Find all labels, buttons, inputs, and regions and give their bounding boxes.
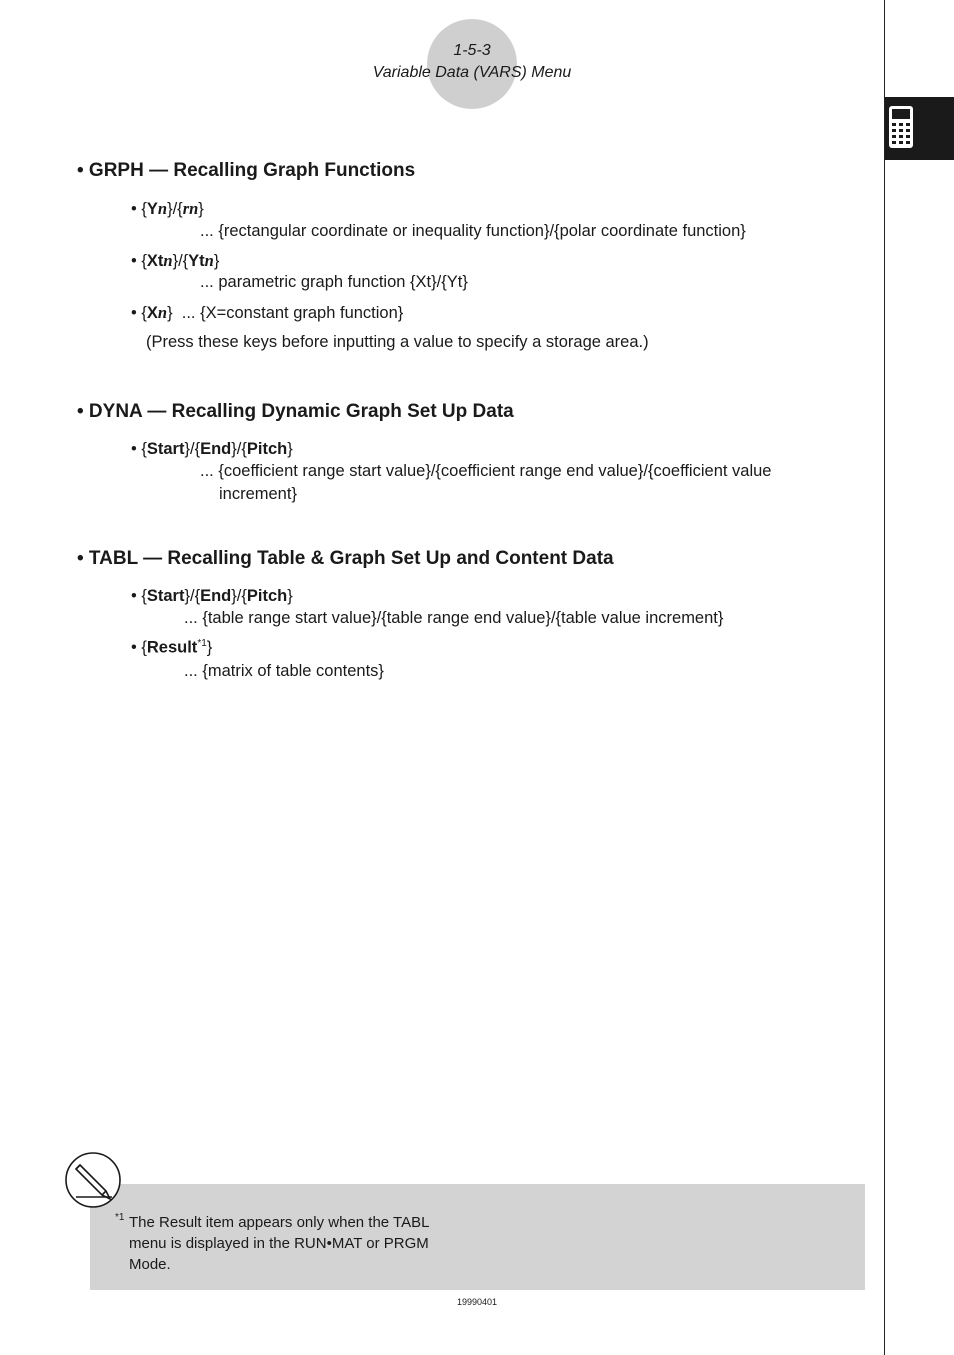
footnote-text: Mode. — [129, 1256, 171, 1273]
page-edge-rule — [884, 0, 885, 1355]
grph-item-xn: • {Xn} ... {X=constant graph function} — [131, 303, 404, 322]
dyna-item-desc: ... {coefficient range start value}/{coefficient range end value}/{coefficient value — [200, 462, 772, 480]
page-title: Variable Data (VARS) Menu — [372, 64, 572, 81]
page-number: 1-5-3 — [453, 42, 491, 59]
grph-item-desc: ... parametric graph function {Xt}/{Yt} — [200, 273, 468, 291]
grph-item-yn-rn: • {Yn}/{rn} — [131, 199, 204, 218]
tabl-item-result: • {Result$^{*1}$} — [131, 638, 213, 657]
tabl-item-start-end-pitch: • {Start}/{End}/{Pitch} — [131, 587, 293, 605]
section-heading-tabl: • TABL — Recalling Table & Graph Set Up and Content Data — [77, 548, 614, 569]
grph-item-desc: ... {rectangular coordinate or inequality function}/{polar coordinate function} — [200, 222, 746, 240]
document-code: 19990401 — [456, 1297, 498, 1307]
tabl-item-desc: ... {matrix of table contents} — [184, 662, 384, 680]
footnote-text: The Result item appears only when the TABL — [129, 1214, 430, 1231]
footnote-mark: *1 — [115, 1212, 125, 1223]
calculator-icon — [888, 105, 914, 149]
dyna-item-desc-cont: increment} — [219, 485, 297, 503]
chapter-tab — [885, 97, 954, 160]
dyna-item-start-end-pitch: • {Start}/{End}/{Pitch} — [131, 440, 293, 458]
tabl-item-desc: ... {table range start value}/{table range end value}/{table value increment} — [184, 609, 724, 627]
footnote-text: menu is displayed in the RUN•MAT or PRGM — [129, 1235, 429, 1252]
grph-note: (Press these keys before inputting a value to specify a storage area.) — [146, 333, 649, 351]
section-heading-dyna: • DYNA — Recalling Dynamic Graph Set Up Data — [77, 401, 514, 422]
grph-item-xtn-ytn: • {Xtn}/{Ytn} — [131, 251, 220, 270]
pencil-icon — [64, 1151, 122, 1209]
section-heading-grph: • GRPH — Recalling Graph Functions — [77, 160, 416, 181]
